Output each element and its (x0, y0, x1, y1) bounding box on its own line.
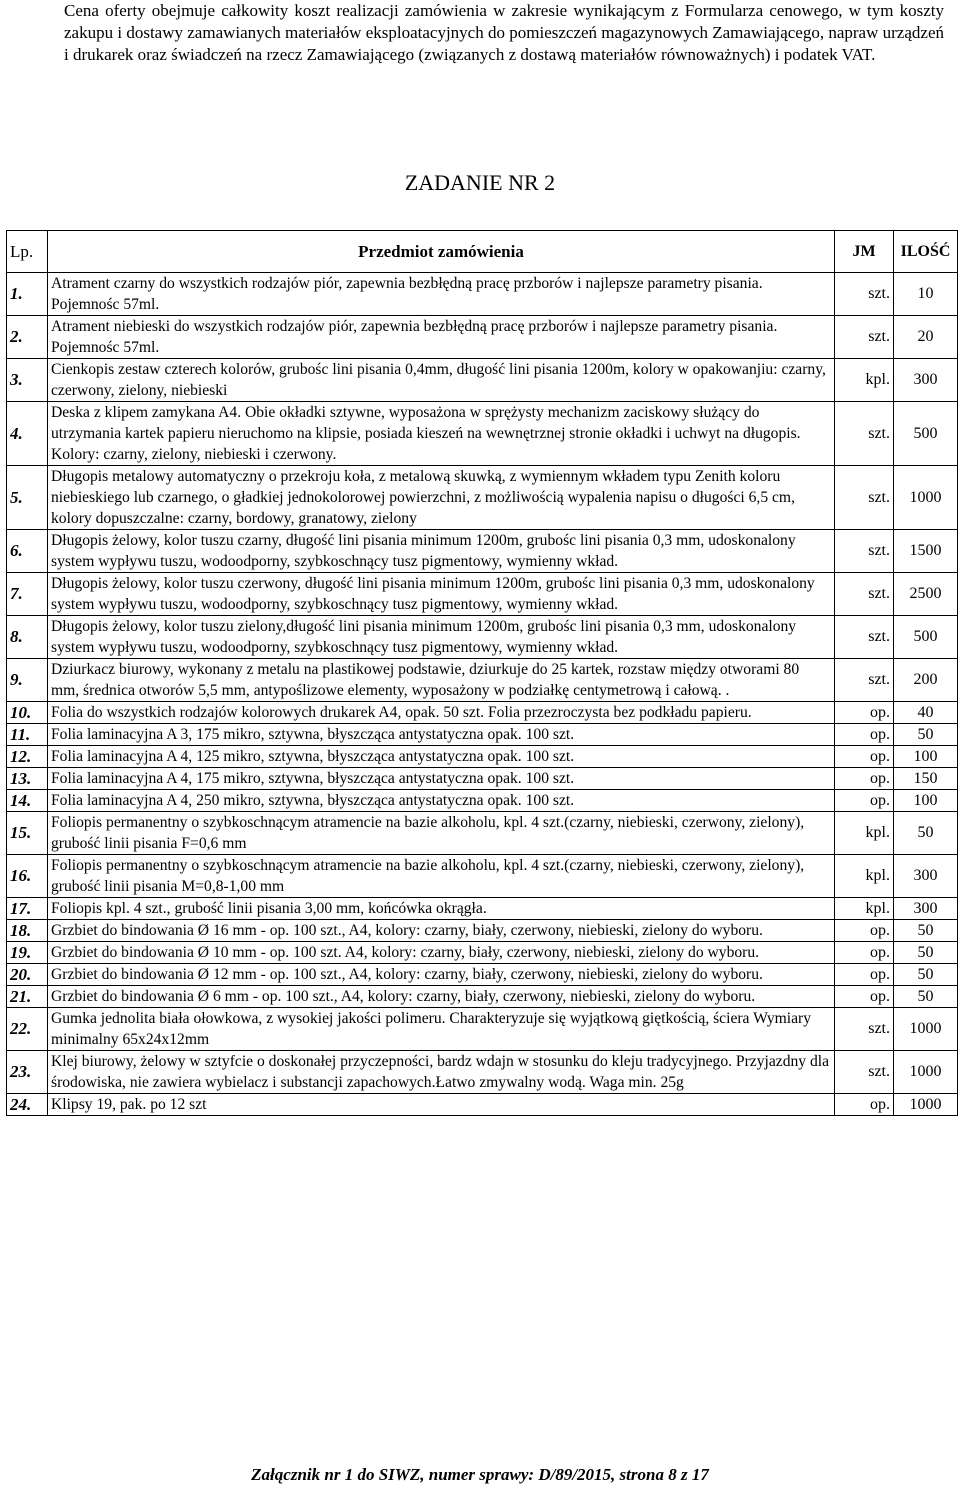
quantity: 500 (894, 616, 958, 659)
row-number: 13. (7, 768, 48, 790)
item-description: Grzbiet do bindowania Ø 12 mm - op. 100 szt., A4, kolory: czarny, biały, czerwony, niebieski, zielony do wyboru. (48, 964, 835, 986)
item-description: Długopis metalowy automatyczny o przekroju koła, z metalową skuwką, z wymiennym wkładem typu Zenith koloru niebieskiego lub czarnego, o gładkiej jednokolorowej powierzchni, z możliwością wypalenia napisu o długości 6,5 cm, kolory dopuszczalne: czarny, bordowy, granatowy, zielony (48, 466, 835, 530)
table-row (7, 920, 958, 942)
unit: szt. (835, 1008, 894, 1051)
table-row (7, 986, 958, 1008)
table-row (7, 402, 958, 466)
unit: op. (835, 790, 894, 812)
table-row (7, 1094, 958, 1116)
item-description: Foliopis kpl. 4 szt., grubość linii pisania 3,00 mm, końcówka okrągła. (48, 898, 835, 920)
unit: op. (835, 986, 894, 1008)
table-row (7, 790, 958, 812)
table-row (7, 855, 958, 898)
item-description: Folia do wszystkich rodzajów kolorowych drukarek A4, opak. 50 szt. Folia przezroczysta bez podkładu papieru. (48, 702, 835, 724)
item-description: Folia laminacyjna A 4, 175 mikro, sztywna, błyszcząca antystatyczna opak. 100 szt. (48, 768, 835, 790)
unit: szt. (835, 402, 894, 466)
quantity: 300 (894, 898, 958, 920)
quantity: 50 (894, 942, 958, 964)
unit: op. (835, 746, 894, 768)
item-description: Klej biurowy, żelowy w sztyfcie o doskonałej przyczepności, bardz wdajn w stosunku do kleju tradycyjnego. Przyjazdny dla środowiska, nie zawiera wybielacz i substancji zapachowych.Łatwo zmywalny wodą. Waga min. 25g (48, 1051, 835, 1094)
quantity: 1500 (894, 530, 958, 573)
row-number: 11. (7, 724, 48, 746)
table-row (7, 616, 958, 659)
quantity: 20 (894, 316, 958, 359)
table-row (7, 746, 958, 768)
table-row (7, 964, 958, 986)
quantity: 300 (894, 855, 958, 898)
quantity: 50 (894, 920, 958, 942)
row-number: 20. (7, 964, 48, 986)
table-row (7, 530, 958, 573)
item-description: Atrament niebieski do wszystkich rodzajów piór, zapewnia bezbłędną pracę przborów i najlepsze parametry pisania. Pojemnośc 57ml. (48, 316, 835, 359)
row-number: 10. (7, 702, 48, 724)
table-header-row (7, 231, 958, 273)
quantity: 50 (894, 724, 958, 746)
table-row (7, 898, 958, 920)
quantity: 10 (894, 273, 958, 316)
intro-paragraph: Cena oferty obejmuje całkowity koszt realizacji zamówienia w zakresie wynikającym z Formularza cenowego, w tym koszty zakupu i dostawy zamawianych materiałów eksploatacyjnych do pomieszczeń magazynowych Zamawiającego, napraw urządzeń i drukarek oraz świadczeń na rzecz Zamawiającego (związanych z dostawą materiałów równoważnych) i podatek VAT. (64, 1, 944, 64)
item-description: Folia laminacyjna A 4, 125 mikro, sztywna, błyszcząca antystatyczna opak. 100 szt. (48, 746, 835, 768)
item-description: Folia laminacyjna A 4, 250 mikro, sztywna, błyszcząca antystatyczna opak. 100 szt. (48, 790, 835, 812)
table-row (7, 659, 958, 702)
table-row (7, 1051, 958, 1094)
unit: op. (835, 1094, 894, 1116)
item-description: Długopis żelowy, kolor tuszu zielony,długość lini pisania minimum 1200m, grubośc lini pisania 0,3 mm, udoskonalony system wypływu tuszu, wodoodporny, szybkoschnący tusz pigmentowy, wymienny wkład. (48, 616, 835, 659)
page-footer: Załącznik nr 1 do SIWZ, numer sprawy: D/89/2015, strona 8 z 17 (251, 1465, 709, 1484)
table-row (7, 573, 958, 616)
unit: kpl. (835, 898, 894, 920)
item-description: Dziurkacz biurowy, wykonany z metalu na plastikowej podstawie, dziurkuje do 25 kartek, rozstaw między otworami 80 mm, średnica otworów 5,5 mm, antypoślizowe elementy, wyposażony w podziałkę centymetrową i całową. . (48, 659, 835, 702)
row-number: 14. (7, 790, 48, 812)
item-description: Atrament czarny do wszystkich rodzajów piór, zapewnia bezbłędną pracę przborów i najlepsze parametry pisania. Pojemnośc 57ml. (48, 273, 835, 316)
order-table (6, 230, 958, 1116)
row-number: 1. (7, 273, 48, 316)
header-jm: JM (835, 231, 894, 273)
row-number: 7. (7, 573, 48, 616)
table-row (7, 942, 958, 964)
quantity: 2500 (894, 573, 958, 616)
item-description: Długopis żelowy, kolor tuszu czerwony, długość lini pisania minimum 1200m, grubośc lini pisania 0,3 mm, udoskonalony system wypływu tuszu, wodoodporny, szybkoschnący tusz pigmentowy, wymienny wkład. (48, 573, 835, 616)
quantity: 50 (894, 986, 958, 1008)
unit: kpl. (835, 855, 894, 898)
table-row (7, 466, 958, 530)
row-number: 23. (7, 1051, 48, 1094)
row-number: 5. (7, 466, 48, 530)
quantity: 500 (894, 402, 958, 466)
unit: szt. (835, 273, 894, 316)
unit: kpl. (835, 359, 894, 402)
row-number: 8. (7, 616, 48, 659)
item-description: Foliopis permanentny o szybkoschnącym atramencie na bazie alkoholu, kpl. 4 szt.(czarny, niebieski, czerwony, zielony), grubość linii pisania M=0,8-1,00 mm (48, 855, 835, 898)
quantity: 100 (894, 746, 958, 768)
quantity: 1000 (894, 1094, 958, 1116)
row-number: 17. (7, 898, 48, 920)
row-number: 2. (7, 316, 48, 359)
item-description: Foliopis permanentny o szybkoschnącym atramencie na bazie alkoholu, kpl. 4 szt.(czarny, niebieski, czerwony, zielony), grubość linii pisania F=0,6 mm (48, 812, 835, 855)
row-number: 9. (7, 659, 48, 702)
item-description: Grzbiet do bindowania Ø 6 mm - op. 100 szt., A4, kolory: czarny, biały, czerwony, niebieski, zielony do wyboru. (48, 986, 835, 1008)
quantity: 1000 (894, 466, 958, 530)
unit: op. (835, 768, 894, 790)
table-row (7, 768, 958, 790)
table-row (7, 1008, 958, 1051)
unit: op. (835, 964, 894, 986)
item-description: Klipsy 19, pak. po 12 szt (48, 1094, 835, 1116)
header-qty: ILOŚĆ (894, 231, 958, 273)
row-number: 19. (7, 942, 48, 964)
item-description: Folia laminacyjna A 3, 175 mikro, sztywna, błyszcząca antystatyczna opak. 100 szt. (48, 724, 835, 746)
unit: op. (835, 942, 894, 964)
item-description: Cienkopis zestaw czterech kolorów, grubośc lini pisania 0,4mm, długość lini pisania 1200m, kolory w opakowanjiu: czarny, czerwony, zielony, niebieski (48, 359, 835, 402)
quantity: 1000 (894, 1051, 958, 1094)
quantity: 100 (894, 790, 958, 812)
unit: szt. (835, 659, 894, 702)
row-number: 4. (7, 402, 48, 466)
unit: szt. (835, 530, 894, 573)
quantity: 300 (894, 359, 958, 402)
row-number: 16. (7, 855, 48, 898)
table-row (7, 359, 958, 402)
item-description: Gumka jednolita biała ołowkowa, z wysokiej jakości polimeru. Charakteryzuje się wyjątkową giętkością, ściera Wymiary minimalny 65x24x12mm (48, 1008, 835, 1051)
quantity: 50 (894, 964, 958, 986)
unit: szt. (835, 573, 894, 616)
header-item: Przedmiot zamówienia (48, 231, 835, 273)
row-number: 15. (7, 812, 48, 855)
row-number: 22. (7, 1008, 48, 1051)
item-description: Grzbiet do bindowania Ø 10 mm - op. 100 szt. A4, kolory: czarny, biały, czerwony, niebieski, zielony do wyboru. (48, 942, 835, 964)
row-number: 18. (7, 920, 48, 942)
row-number: 3. (7, 359, 48, 402)
section-title: ZADANIE NR 2 (404, 170, 556, 195)
unit: kpl. (835, 812, 894, 855)
table-row (7, 316, 958, 359)
quantity: 50 (894, 812, 958, 855)
table-row (7, 702, 958, 724)
row-number: 24. (7, 1094, 48, 1116)
unit: szt. (835, 316, 894, 359)
row-number: 6. (7, 530, 48, 573)
unit: op. (835, 702, 894, 724)
table-row (7, 812, 958, 855)
unit: szt. (835, 466, 894, 530)
unit: op. (835, 920, 894, 942)
quantity: 1000 (894, 1008, 958, 1051)
table-row (7, 724, 958, 746)
quantity: 40 (894, 702, 958, 724)
unit: szt. (835, 1051, 894, 1094)
table-row (7, 273, 958, 316)
item-description: Grzbiet do bindowania Ø 16 mm - op. 100 szt., A4, kolory: czarny, biały, czerwony, niebieski, zielony do wyboru. (48, 920, 835, 942)
row-number: 21. (7, 986, 48, 1008)
unit: szt. (835, 616, 894, 659)
item-description: Długopis żelowy, kolor tuszu czarny, długość lini pisania minimum 1200m, grubośc lini pisania 0,3 mm, udoskonalony system wypływu tuszu, wodoodporny, szybkoschnący tusz pigmentowy, wymienny wkład. (48, 530, 835, 573)
unit: op. (835, 724, 894, 746)
header-lp: Lp. (7, 231, 48, 273)
quantity: 150 (894, 768, 958, 790)
item-description: Deska z klipem zamykana A4. Obie okładki sztywne, wyposażona w sprężysty mechanizm zaciskowy służący do utrzymania kartek papieru nieruchomo na klipsie, posiada kieszeń na wewnętrznej stronie okładki i uchwyt na długopis. Kolory: czarny, zielony, niebieski i czerwony. (48, 402, 835, 466)
row-number: 12. (7, 746, 48, 768)
quantity: 200 (894, 659, 958, 702)
